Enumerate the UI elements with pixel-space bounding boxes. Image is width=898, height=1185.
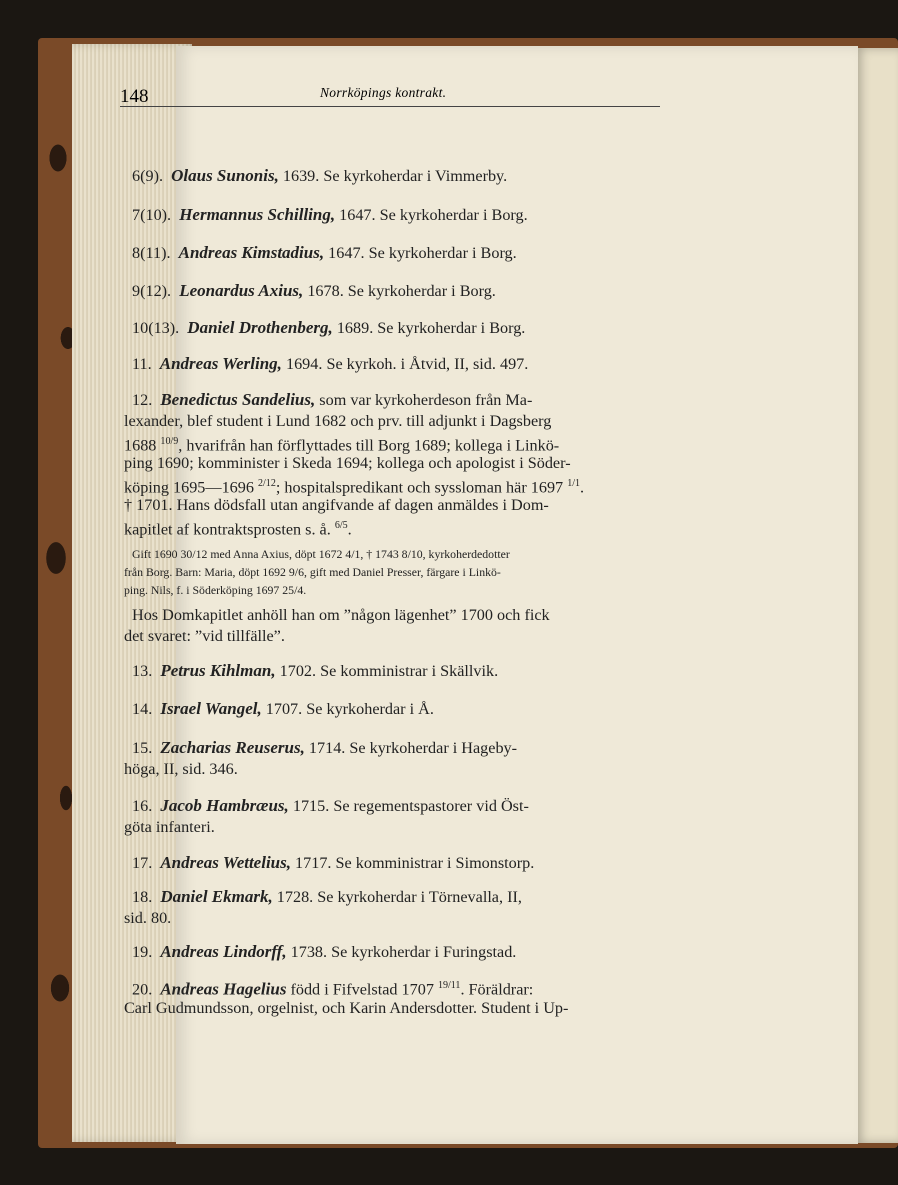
page-number: 148 <box>120 86 149 107</box>
entry-name: Daniel Drothenberg, <box>187 318 333 337</box>
entry-name: Leonardus Axius, <box>179 281 304 300</box>
facing-page-edge <box>855 48 898 1143</box>
entry-name: Benedictus Sandelius, <box>160 390 316 409</box>
entry-name: Hermannus Schilling, <box>179 205 336 224</box>
running-title: Norrköpings kontrakt. <box>320 85 447 100</box>
entry-name: Zacharias Reuserus, <box>160 738 305 757</box>
entry-name: Andreas Lindorff, <box>160 942 287 961</box>
entry-name: Andreas Werling, <box>159 354 282 373</box>
entry-name: Daniel Ekmark, <box>160 887 273 906</box>
entry-name: Andreas Kimstadius, <box>178 243 325 262</box>
entry-name: Petrus Kihlman, <box>160 661 276 680</box>
entry-name: Israel Wangel, <box>160 699 262 718</box>
page-header <box>120 82 660 107</box>
entry-name: Jacob Hambræus, <box>160 796 289 815</box>
entry-name: Andreas Wettelius, <box>160 853 291 872</box>
entry-name: Olaus Sunonis, <box>171 166 279 185</box>
entry-name: Andreas Hagelius <box>160 979 287 999</box>
